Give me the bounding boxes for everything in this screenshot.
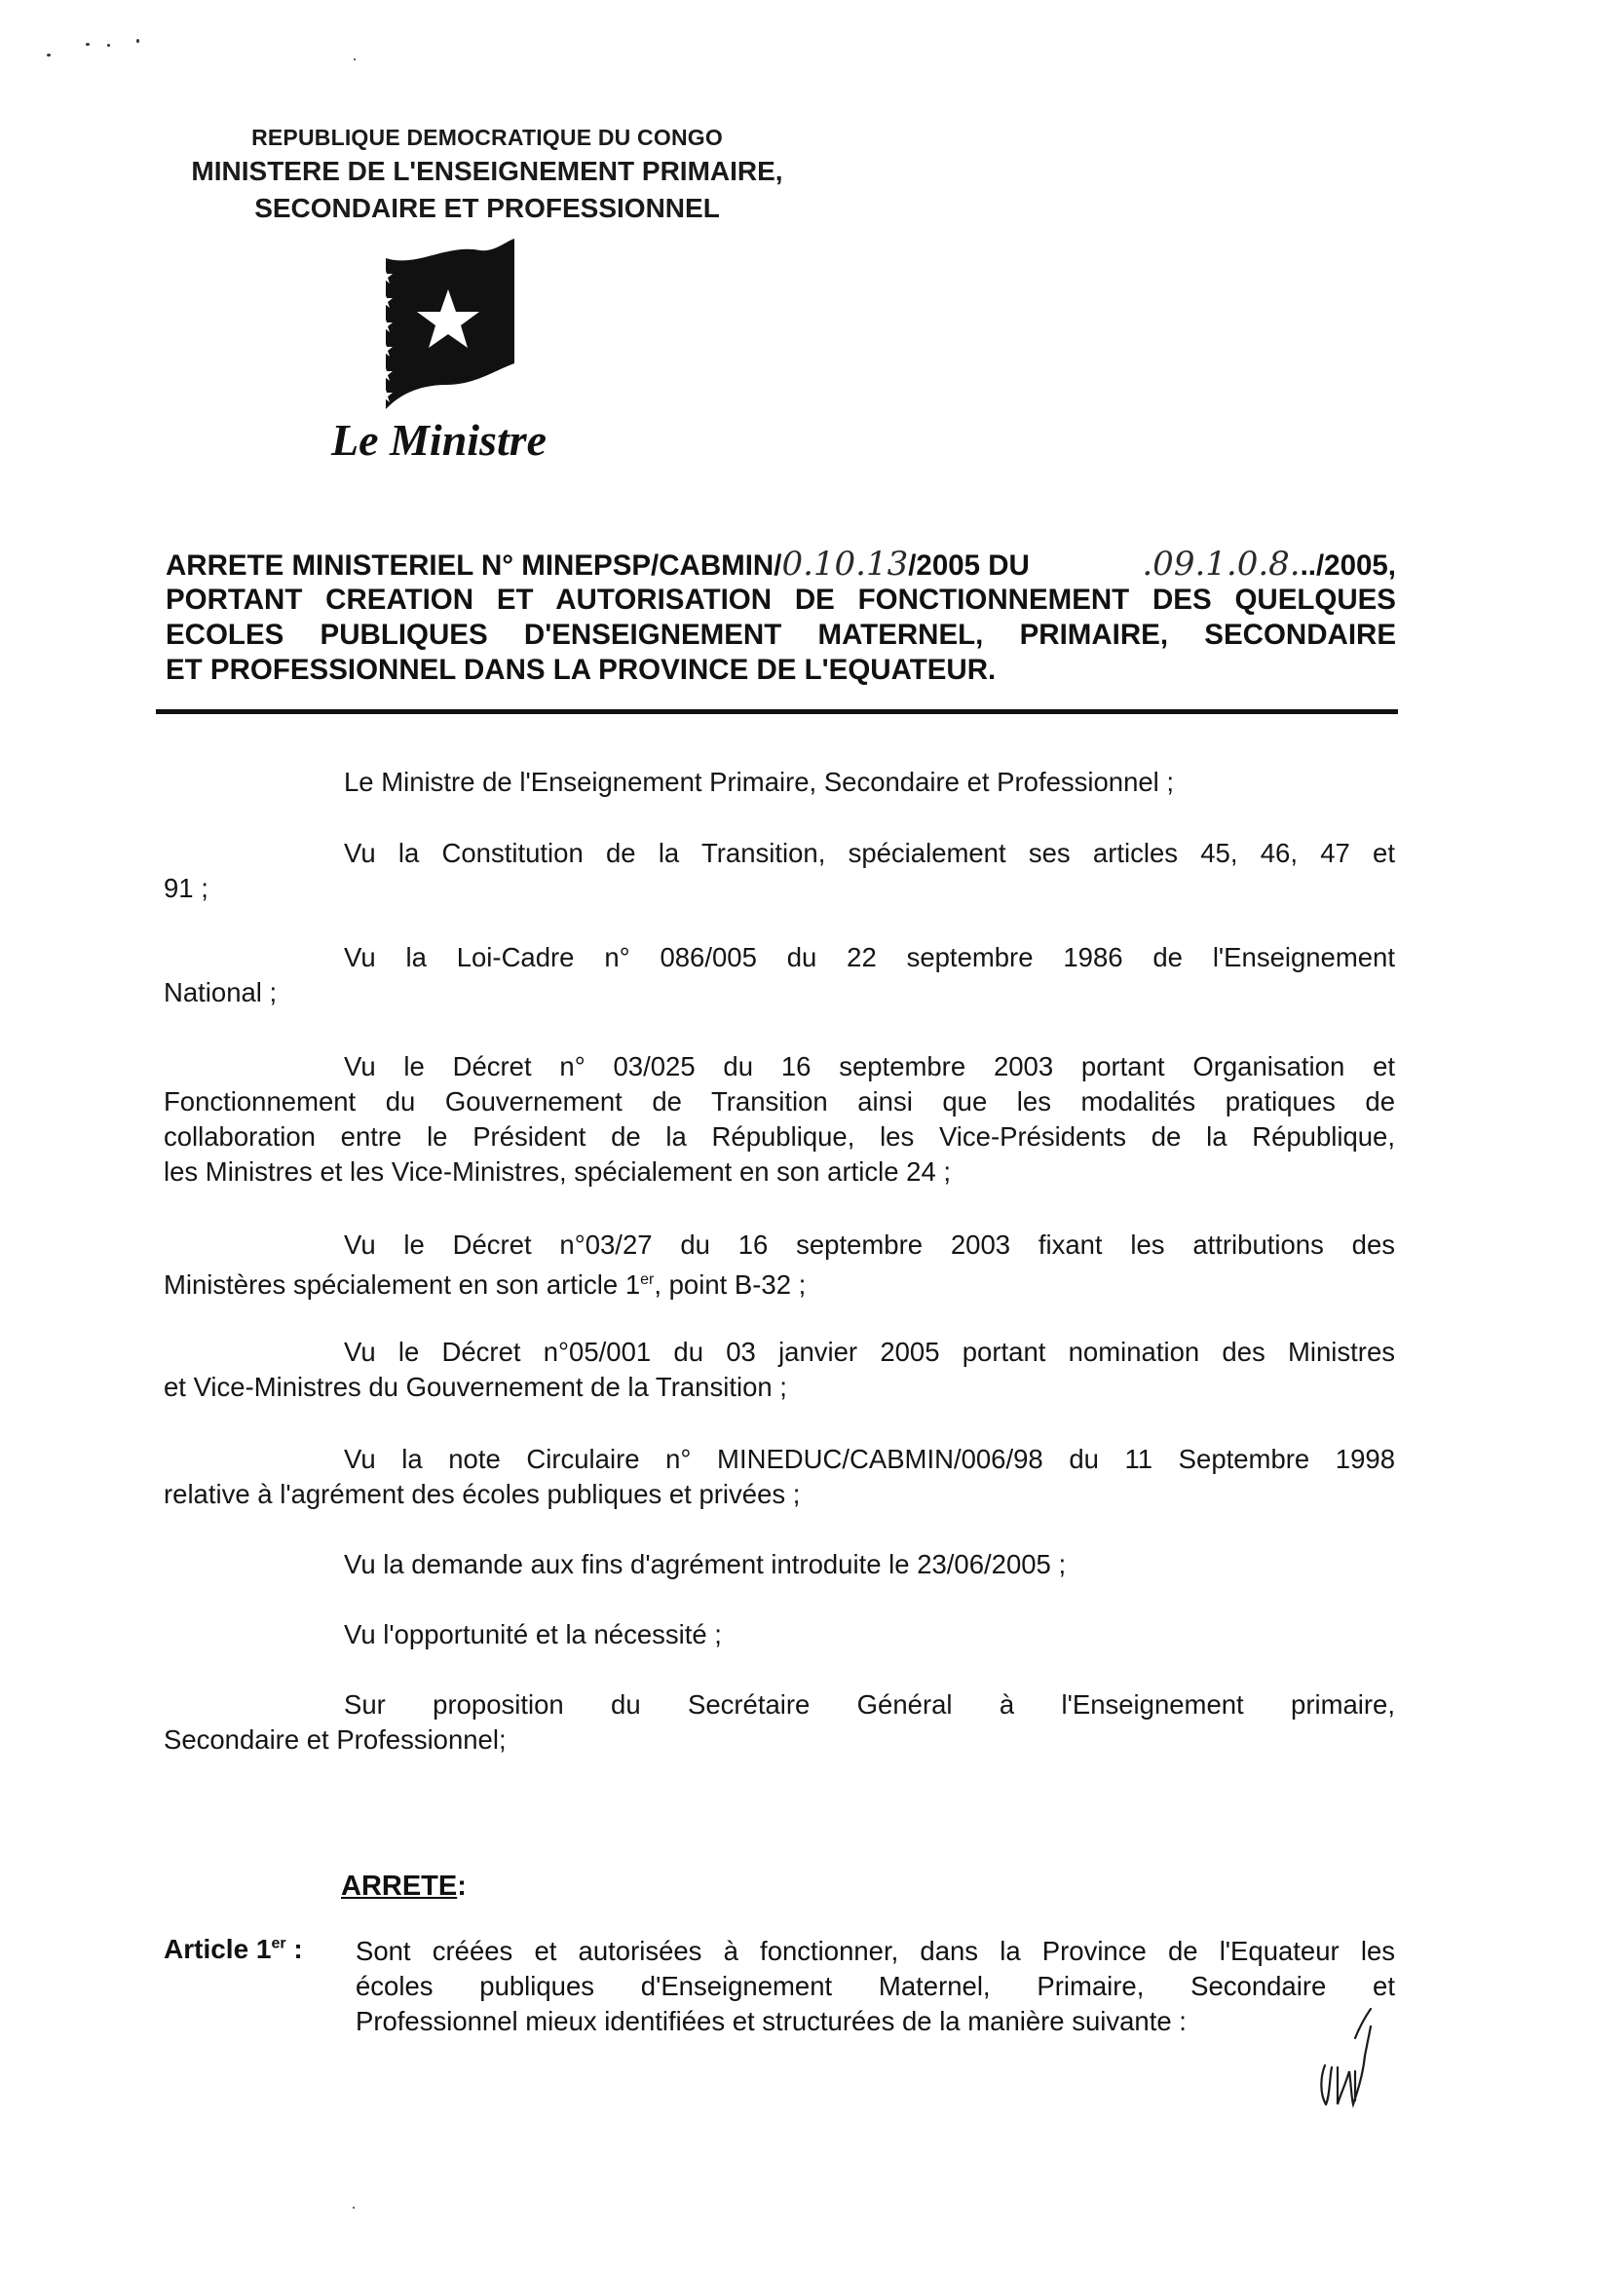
arrete-heading-colon: :: [457, 1871, 467, 1902]
preamble-circulaire: [164, 1442, 1395, 1512]
preamble-opportunite: [164, 1617, 1395, 1652]
scan-speck: [136, 39, 139, 43]
decree-title-line3: ECOLES PUBLIQUES D'ENSEIGNEMENT MATERNEL, PRIMAIRE, SECONDAIRE: [166, 619, 1396, 651]
article-label-text: Article 1: [164, 1934, 272, 1964]
scan-speck: [47, 54, 51, 57]
preamble-line: Vu la demande aux fins d'agrément introduite le 23/06/2005 ;: [344, 1549, 1067, 1579]
preamble-line: Vu le Décret n° 03/025 du 16 septembre 2003 portant Organisation et: [344, 1051, 1395, 1081]
superscript: er: [640, 1271, 655, 1288]
article-line: Sont créées et autorisées à fonctionner, dans la Province de l'Equateur les: [356, 1936, 1395, 1966]
decree-title-line2: PORTANT CREATION ET AUTORISATION DE FONCTIONNEMENT DES QUELQUES: [166, 584, 1396, 616]
congo-flag-emblem-icon: [378, 239, 524, 409]
preamble-line: Secondaire et Professionnel;: [164, 1724, 507, 1755]
preamble-line: les Ministres et les Vice-Ministres, spécialement en son article 24 ;: [164, 1156, 952, 1187]
decree-year-sep: /2005 DU: [908, 549, 1030, 582]
preamble-line: National ;: [164, 977, 278, 1007]
preamble-line: relative à l'agrément des écoles publiques et privées ;: [164, 1479, 801, 1509]
scan-speck: [86, 43, 90, 46]
article-line: Professionnel mieux identifiées et structurées de la manière suivante :: [356, 2006, 1187, 2036]
handwritten-initials-icon: [1310, 2007, 1388, 2114]
article-label-colon: :: [285, 1934, 303, 1964]
preamble-line: [164, 1263, 1395, 1303]
scan-speck: [354, 58, 356, 60]
preamble-text: Ministères spécialement en son article 1: [164, 1269, 641, 1301]
preamble-line: Vu l'opportunité et la nécessité ;: [344, 1619, 722, 1649]
preamble-loi-cadre: [164, 940, 1395, 1010]
article-1-label: [164, 1934, 303, 1965]
preamble-line: 91 ;: [164, 873, 208, 903]
preamble-line: Vu la Loi-Cadre n° 086/005 du 22 septembre 1986 de l'Enseignement: [344, 942, 1395, 972]
preamble-line: et Vice-Ministres du Gouvernement de la Transition ;: [164, 1372, 787, 1402]
preamble-line: Vu le Décret n°05/001 du 03 janvier 2005 portant nomination des Ministres: [344, 1337, 1395, 1367]
preamble-line: collaboration entre le Président de la République, les Vice-Présidents de la République,: [164, 1121, 1395, 1152]
preamble-constitution: [164, 836, 1395, 906]
ministry-name-line2: SECONDAIRE ET PROFESSIONNEL: [254, 193, 720, 223]
article-line: écoles publiques d'Enseignement Maternel, Primaire, Secondaire et: [356, 1971, 1395, 2001]
scan-speck: [107, 44, 110, 47]
preamble-line: Vu la Constitution de la Transition, spécialement ses articles 45, 46, 47 et: [344, 838, 1395, 868]
arrete-heading: [341, 1871, 467, 1903]
preamble-minister: [164, 765, 1395, 800]
signatory-title: Le Ministre: [331, 415, 548, 465]
superscript: er: [271, 1935, 286, 1952]
preamble-demande: [164, 1547, 1395, 1582]
article-1-text: [356, 1934, 1395, 2039]
arrete-heading-text: ARRETE: [341, 1871, 458, 1902]
preamble-decret-03-025: [164, 1049, 1395, 1190]
ministry-name-line1: MINISTERE DE L'ENSEIGNEMENT PRIMAIRE,: [191, 156, 783, 186]
decree-title-line4: ET PROFESSIONNEL DANS LA PROVINCE DE L'EQUATEUR.: [166, 654, 997, 686]
decree-title-line1: [166, 545, 1396, 584]
preamble-line: Vu la note Circulaire n° MINEDUC/CABMIN/006/98 du 11 Septembre 1998: [344, 1444, 1395, 1474]
decree-date-suffix: ../2005,: [1300, 549, 1396, 582]
decree-prefix: ARRETE MINISTERIEL N° MINEPSP/CABMIN/: [166, 549, 782, 582]
preamble-line: Le Ministre de l'Enseignement Primaire, Secondaire et Professionnel ;: [344, 767, 1175, 797]
decree-number-handwritten: 0.10.13: [781, 545, 909, 584]
preamble-line: Vu le Décret n°03/27 du 16 septembre 2003 fixant les attributions des: [344, 1230, 1395, 1260]
preamble-decret-05-001: [164, 1335, 1395, 1405]
preamble-proposition: [164, 1687, 1395, 1758]
title-divider: [156, 709, 1398, 714]
country-name: REPUBLIQUE DEMOCRATIQUE DU CONGO: [251, 125, 723, 150]
scan-speck: [353, 2207, 355, 2209]
preamble-decret-03-27: [164, 1228, 1395, 1303]
preamble-line: Sur proposition du Secrétaire Général à l'Enseignement primaire,: [344, 1689, 1395, 1720]
preamble-text: , point B-32 ;: [654, 1269, 807, 1301]
preamble-line: Fonctionnement du Gouvernement de Transition ainsi que les modalités pratiques de: [164, 1086, 1395, 1116]
decree-date-handwritten: .09.1.0.8.: [1142, 545, 1301, 584]
